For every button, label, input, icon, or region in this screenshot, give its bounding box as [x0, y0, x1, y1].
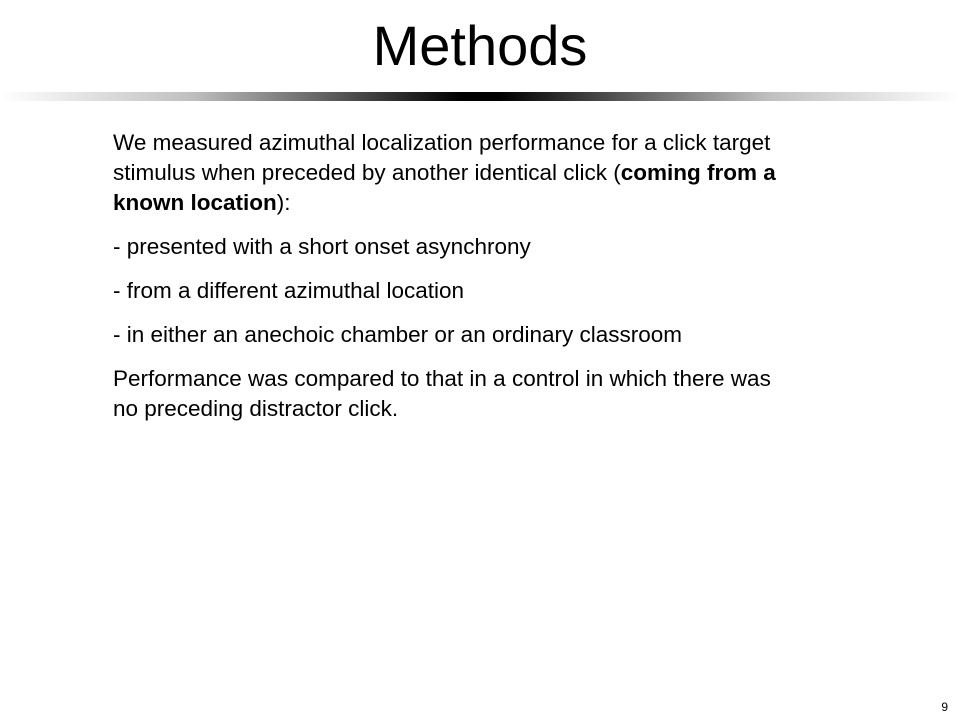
- slide-body: [113, 128, 793, 438]
- intro-paragraph: [113, 128, 793, 218]
- conclusion-paragraph: Performance was compared to that in a control in which there was no preceding distractor click.: [113, 366, 771, 421]
- bullet-item: - in either an anechoic chamber or an ordinary classroom: [113, 322, 683, 347]
- bullet-item: - from a different azimuthal location: [113, 278, 465, 303]
- slide-title: Methods: [372, 14, 588, 77]
- intro-text: We measured azimuthal localization performance for a click target stimulus when preceded by another identical click (: [113, 130, 771, 185]
- title-divider: [0, 92, 960, 101]
- page-number: 9: [941, 700, 948, 714]
- intro-bold-text: coming from a known location: [113, 160, 776, 215]
- intro-closing-text: ):: [276, 190, 291, 215]
- bullet-item: - presented with a short onset asynchrony: [113, 234, 531, 259]
